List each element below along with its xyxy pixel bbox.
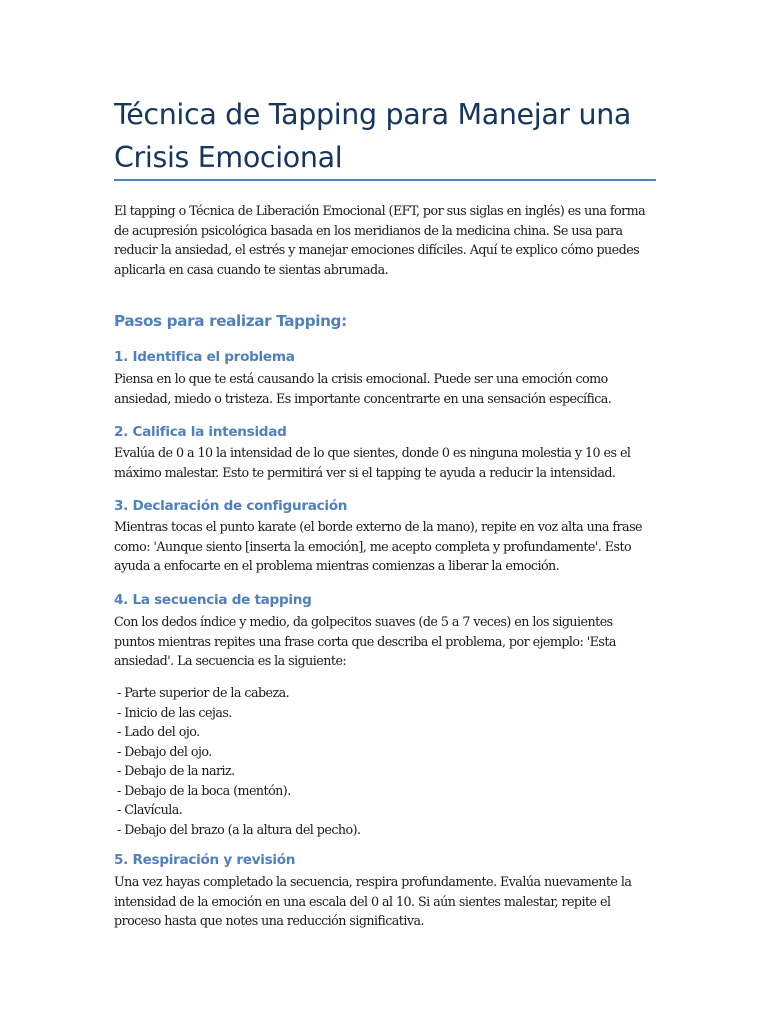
list-item: - Inicio de las cejas. [117,704,232,720]
step-3-heading: 3. Declaración de configuración [114,498,348,514]
list-item: - Debajo del brazo (a la altura del pecho). [117,821,361,837]
list-item: - Debajo de la boca (mentón). [117,782,291,798]
step-4-body: Con los dedos índice y medio, da golpecitos suaves (de 5 a 7 veces) en los siguientes puntos mientras repites una frase corta que describa el problema, por ejemplo: 'Esta ansiedad'. La secuencia es la siguiente: [114,614,616,668]
list-item: - Lado del ojo. [117,724,200,739]
tapping-sequence-list [117,683,360,839]
list-item: - Debajo de la nariz. [117,763,235,778]
section-heading: Pasos para realizar Tapping: [114,312,347,330]
step-5-heading: 5. Respiración y revisión [114,852,296,868]
step-1-heading: 1. Identifica el problema [114,349,295,365]
document-title: Técnica de Tapping para Manejar una Crisis Emocional [114,98,632,174]
title-underline-rule [114,179,656,181]
list-item: - Debajo del ojo. [117,743,212,759]
list-item: - Clavícula. [117,802,183,817]
step-2-heading: 2. Califica la intensidad [114,424,287,440]
list-item: - Parte superior de la cabeza. [117,685,290,700]
step-3-body: Mientras tocas el punto karate (el borde externo de la mano), repite en voz alta una frase como: 'Aunque siento [inserta la emoción], me acepto completa y profundamente'. Esto ayuda a enfocarte en el problema mientras comienzas a liberar la emoción. [114,519,642,573]
step-1-body: Piensa en lo que te está causando la crisis emocional. Puede ser una emoción como ansiedad, miedo o tristeza. Es importante concentrarte en una sensación específica. [114,371,612,406]
step-5-body: Una vez hayas completado la secuencia, respira profundamente. Evalúa nuevamente la intensidad de la emoción en una escala del 0 al 10. Si aún sientes malestar, repite el proceso hasta que notes una reducción significativa. [114,874,632,928]
step-2-body: Evalúa de 0 a 10 la intensidad de lo que sientes, donde 0 es ninguna molestia y 10 es el máximo malestar. Esto te permitirá ver si el tapping te ayuda a reducir la intensidad. [114,445,631,480]
intro-paragraph: El tapping o Técnica de Liberación Emocional (EFT, por sus siglas en inglés) es una forma de acupresión psicológica basada en los meridianos de la medicina china. Se usa para reducir la ansiedad, el estrés y manejar emociones difíciles. Aquí te explico cómo puedes aplicarla en casa cuando te sientas abrumada. [114,203,646,277]
step-4-heading: 4. La secuencia de tapping [114,592,312,608]
